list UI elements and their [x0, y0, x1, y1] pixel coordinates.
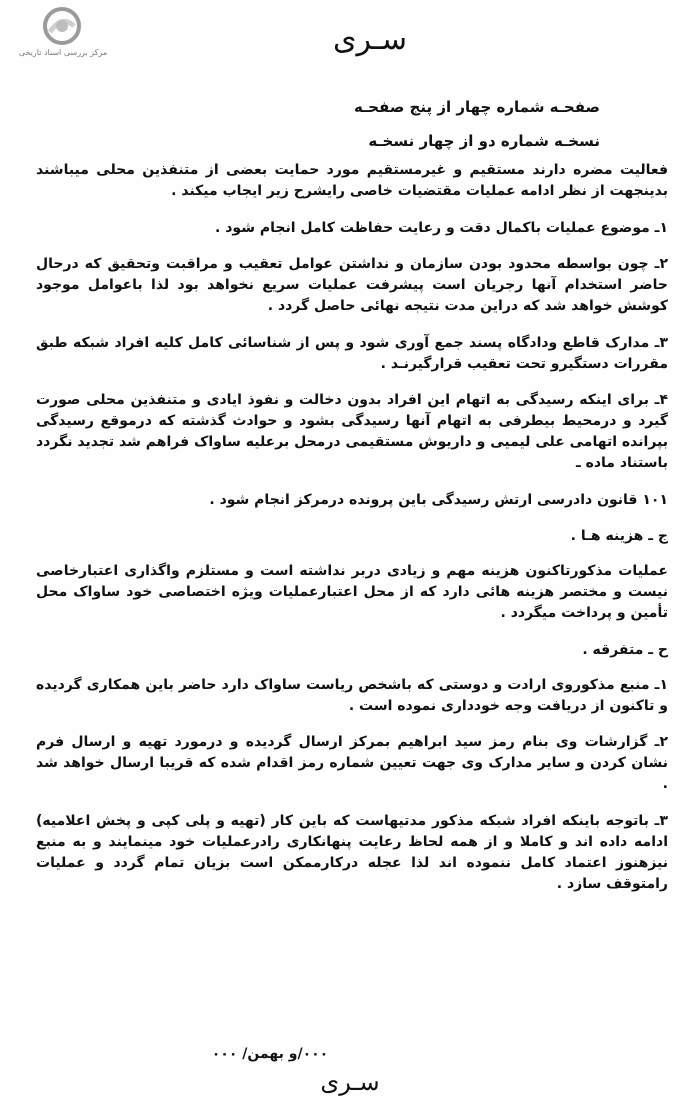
copy-reference: نسخـه شماره دو از چهار نسخـه: [368, 132, 600, 150]
page-reference: صفحـه شماره چهار از پنج صفحـه: [353, 98, 600, 116]
body-paragraph-misc-1: ۱ـ منبع مذکوروی ارادت و دوستی که باشخص ریاست ساواک دارد حاضر باین همکاری گردیده و تاکنون از دریافت وجه خودداری نموده است .: [36, 676, 668, 714]
archive-watermark-text: مرکز بررسی اسناد تاریخی: [18, 48, 108, 57]
body-paragraph-item-4: ۴ـ برای اینکه رسیدگی به اتهام این افراد بدون دخالت و نفوذ ایادی و متنفذین محلی صورت گیرد و درمحیط بیطرفی به اتهام آنها رسیدگی بشود و حوادث گذشته که درموقع رسیدگی بپرانده اتهامی علی لیمیی و داریوش مستقیمی درمحل برعلیه ساواک فراهم شد تجدید نگردد باستناد ماده ـ: [36, 392, 668, 471]
body-paragraph-item-3: ۳ـ مدارک قاطع ودادگاه پسند جمع آوری شود و پس از شناسائی کامل کلیه افراد شبکه طبق مقررات دستگیرو تحت تعقیب قرارگیرنـد .: [36, 334, 668, 372]
body-paragraph-misc-3: ۳ـ باتوجه باینکه افراد شبکه مذکور مدتیهاست که باین کار (تهیه و پلی کپی و پخش اعلامیه) ادامه داده اند و کاملا و از همه لحاظ رعایت پنهانکاری رادرعملیات خود مینمایند و به منبع نیزهنوز اعتماد کامل ننموده اند لذا عجله درکارممکن است بزیان تمام گردد و عملیات رامتوقف سازد .: [36, 812, 668, 892]
classification-mark-top: سـری: [333, 22, 407, 57]
document-date: ۰۰۰/و بهمن/ ۰۰۰: [211, 1046, 329, 1062]
document-body: [36, 160, 668, 910]
body-paragraph-costs: عملیات مذکورتاکنون هزینه مهم و زیادی دربر نداشته است و مستلزم واگذاری اعتبارخاصی نیست و مختصر هزینه هائی دارد که از محل اعتبارعملیات ویژه اختصاصی خود ساواک محل تأمین و پرداخت میگردد .: [36, 563, 668, 621]
body-paragraph-item-2: ۲ـ چون بواسطه محدود بودن سازمان و نداشتن عوامل تعقیب و مراقبت وتحقیق که درحال حاضر استخدام آنها رجریان است پیشرفت عملیات سریع نخواهد بود لذا باعوامل موجود کوشش خواهد شد که دراین مدت نتیجه نهائی حاصل گردد .: [36, 256, 668, 314]
archive-emblem-icon: [42, 6, 82, 46]
section-heading-costs: ج ـ هزینه هـا .: [570, 528, 668, 544]
section-heading-misc: ح ـ متفرقه .: [582, 641, 668, 658]
body-paragraph-misc-2: ۲ـ گزارشات وی بنام رمز سید ابراهیم بمرکز ارسال گردیده و درمورد تهیه و ارسال فرم نشان کردن و سایر مدارک وی جهت تعیین شماره رمز اقدام شده که قریبا ارسال خواهد شد .: [36, 734, 668, 792]
body-paragraph-intro: فعالیت مضره دارند مستقیم و غیرمستقیم مورد حمایت بعضی از متنفذین محلی میباشند بدینجهت از نظر ادامه عملیات مقتضیات خاصی رایشرح زیر ایجاب میکند .: [36, 162, 668, 199]
body-paragraph-item-4-cont: ۱۰۱ قانون دادرسی ارتش رسیدگی باین پرونده درمرکز انجام شود .: [209, 491, 668, 508]
archive-logo: [8, 6, 118, 62]
classification-mark-bottom: سـری: [320, 1068, 380, 1096]
body-paragraph-item-1: ۱ـ موضوع عملیات باکمال دقت و رعایت حفاظت کامل انجام شود .: [215, 219, 668, 236]
